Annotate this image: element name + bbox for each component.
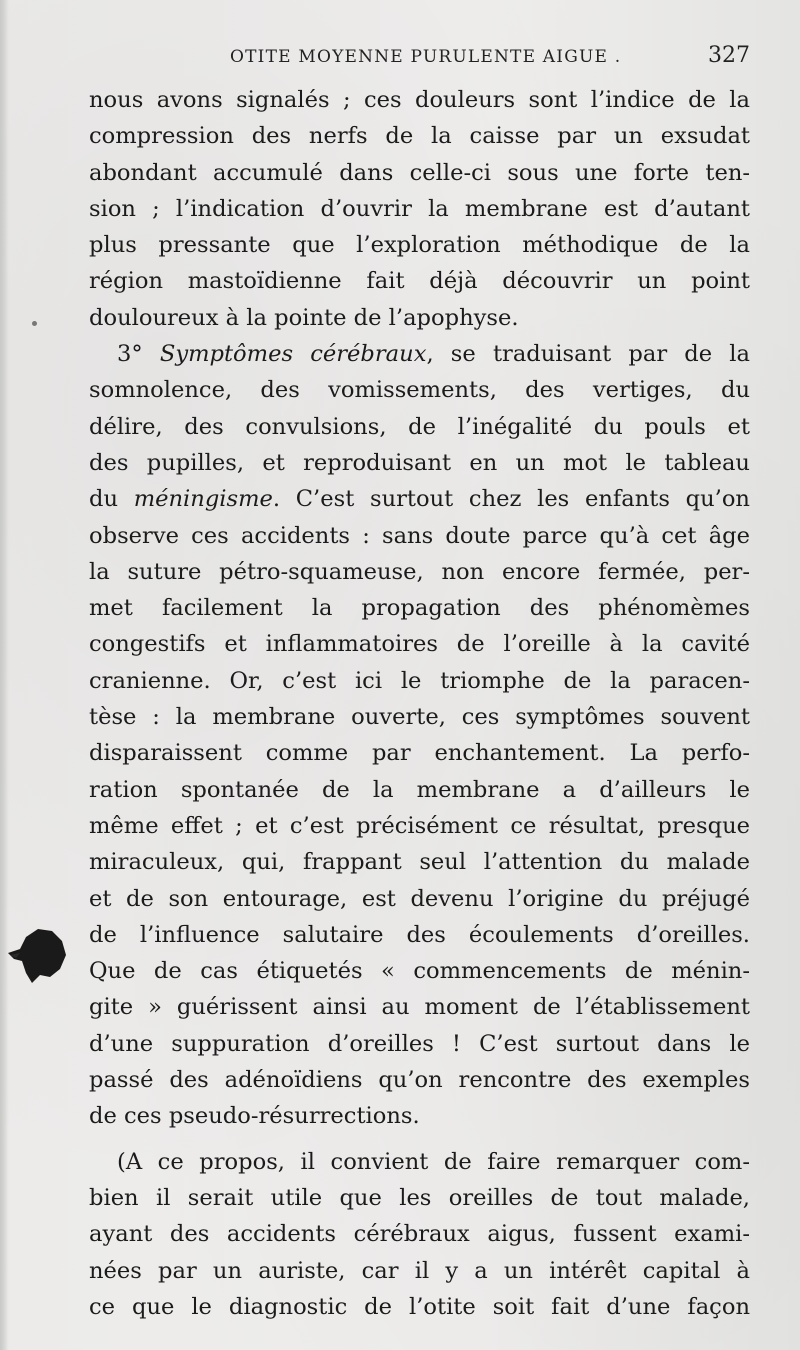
text-line: disparaissent comme par enchantement. La perfo- — [89, 740, 750, 767]
margin-speck — [32, 321, 37, 326]
text-line: ration spontanée de la membrane a d’ailleurs le — [89, 776, 750, 803]
running-title: OTITE MOYENNE PURULENTE AIGUE . — [230, 47, 622, 67]
section-number: 3° — [117, 341, 160, 368]
text-line: nées par un auriste, car il y a un intérêt capital à — [89, 1257, 750, 1284]
text-line: passé des adénoïdiens qu’on rencontre des exemples — [89, 1067, 750, 1094]
text-line: compression des nerfs de la caisse par un exsudat — [89, 123, 750, 150]
text-line: observe ces accidents : sans doute parce qu’à cet âge — [89, 522, 750, 549]
text-line: d’une suppuration d’oreilles ! C’est surtout dans le — [89, 1030, 750, 1057]
text-line: ce que le diagnostic de l’otite soit fait d’une façon — [89, 1293, 750, 1320]
text-line: gite » guérissent ainsi au moment de l’établissement — [89, 994, 750, 1021]
text-line: de l’influence salutaire des écoulements d’oreilles. — [89, 921, 750, 948]
body-text — [89, 82, 750, 1325]
text-fragment: , se traduisant par de la — [426, 341, 751, 368]
text-line: des pupilles, et reproduisant en un mot le tableau — [89, 449, 750, 476]
text-line: ayant des accidents cérébraux aigus, fussent exami- — [89, 1221, 750, 1248]
text-fragment: du — [89, 486, 134, 513]
text-line: délire, des convulsions, de l’inégalité du pouls et — [89, 413, 750, 440]
text-line: même effet ; et c’est précisément ce résultat, presque — [89, 812, 750, 839]
page-number: 327 — [708, 43, 750, 68]
text-line-symptoms — [89, 336, 750, 372]
italic-term: méningisme — [133, 486, 273, 513]
text-line: sion ; l’indication d’ouvrir la membrane est d’autant — [89, 195, 750, 222]
page-edge-shadow — [0, 0, 8, 1350]
text-line: de ces pseudo-résurrections. — [89, 1103, 420, 1130]
text-line: Que de cas étiquetés « commencements de ménin- — [89, 958, 750, 985]
page-header — [90, 43, 750, 73]
text-fragment: . C’est surtout chez les enfants qu’on — [272, 486, 750, 513]
text-line: tèse : la membrane ouverte, ces symptômes souvent — [89, 704, 750, 731]
text-line: douloureux à la pointe de l’apophyse. — [89, 304, 519, 331]
text-line: miraculeux, qui, frappant seul l’attention du malade — [89, 849, 750, 876]
text-line: la suture pétro-squameuse, non encore fermée, per- — [89, 558, 750, 585]
italic-heading: Symptômes cérébraux — [159, 341, 427, 368]
text-line: région mastoïdienne fait déjà découvrir un point — [89, 268, 750, 295]
text-line: abondant accumulé dans celle-ci sous une forte ten- — [89, 159, 750, 186]
text-line: met facilement la propagation des phénomèmes — [89, 595, 750, 622]
ink-blot-icon — [4, 925, 72, 987]
text-line: somnolence, des vomissements, des vertiges, du — [89, 377, 750, 404]
text-line: nous avons signalés ; ces douleurs sont l’indice de la — [89, 87, 750, 113]
text-line: bien il serait utile que les oreilles de tout malade, — [89, 1184, 750, 1211]
text-line: et de son entourage, est devenu l’origine du préjugé — [89, 885, 750, 912]
text-line: congestifs et inflammatoires de l’oreille à la cavité — [89, 631, 750, 658]
text-line: plus pressante que l’exploration méthodique de la — [89, 232, 750, 259]
text-line: (A ce propos, il convient de faire remarquer com- — [117, 1148, 750, 1175]
text-line-meningisme — [89, 481, 750, 517]
text-line: cranienne. Or, c’est ici le triomphe de la paracen- — [89, 667, 750, 694]
